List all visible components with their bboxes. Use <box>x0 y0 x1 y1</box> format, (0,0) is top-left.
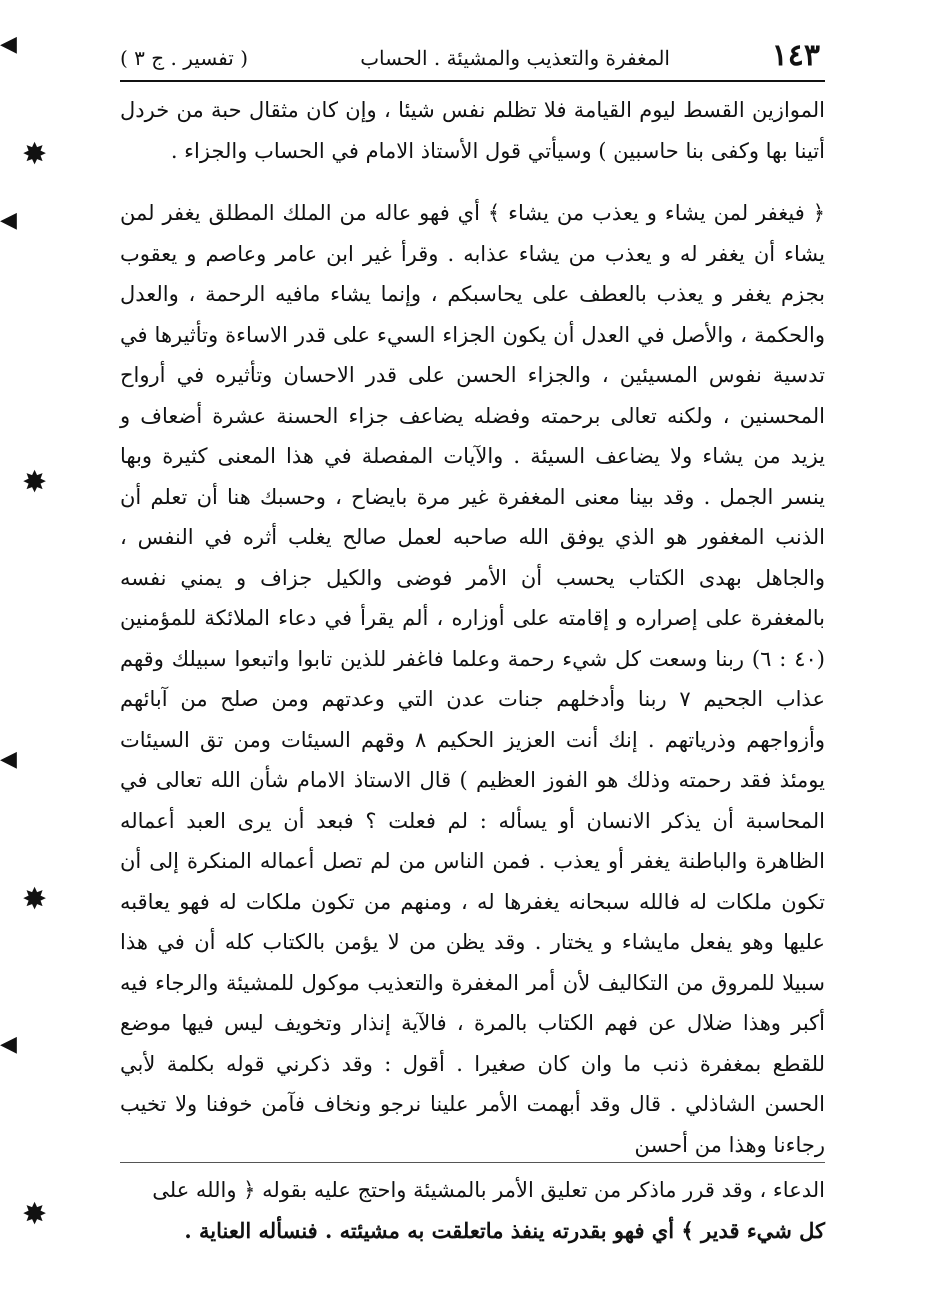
margin-star-icon: ✸ <box>22 137 48 172</box>
header-rule <box>120 80 825 82</box>
body-text <box>120 90 825 1165</box>
closing-last-line: كل شيء قدير ﴾ أي فهو بقدرته ينفذ ماتعلقت به مشيئته . فنسأله العناية . <box>184 1217 825 1243</box>
paragraph: ﴿ فيغفر لمن يشاء و يعذب من يشاء ﴾ أي فهو عاله من الملك المطلق يغفر لمن يشاء أن يغفر له و يعذب من يشاء عذابه . وقرأ غير ابن عامر وعاصم و يعقوب بجزم يغفر و يعذب بالعطف على يحاسبكم ، وإنما يشاء مافيه الرحمة ، والعدل والحكمة ، والأصل في العدل أن يكون الجزاء السيء على قدر الاساءة وتأثيرها في تدسية نفوس المسيئين ، والجزاء الحسن على قدر الاحسان وتأثيره في أرواح المحسنين ، ولكنه تعالى برحمته وفضله يضاعف جزاء الحسنة عشرة أضعاف و يزيد من يشاء ولا يضاعف السيئة . والآيات المفصلة في هذا المعنى كثيرة وبها ينسر الجمل . وقد بينا معنى المغفرة غير مرة بايضاح ، وحسبك هنا أن تعلم أن الذنب المغفور هو الذي يوفق الله صاحبه لعمل صالح يغلب أثره في النفس ، والجاهل بهدى الكتاب يحسب أن الأمر فوضى والكيل جزاف و يمني نفسه بالمغفرة على إصراره و إقامته على أوزاره ، ألم يقرأ في دعاء الملائكة للمؤمنين (٤٠ : ٦) ربنا وسعت كل شيء رحمة وعلما فاغفر للذين تابوا واتبعوا سبيلك وقهم عذاب الجحيم ٧ ربنا وأدخلهم جنات عدن التي وعدتهم ومن صلح من آبائهم وأزواجهم وذرياتهم . إنك أنت العزيز الحكيم ٨ وقهم السيئات ومن تق السيئات يومئذ فقد رحمته وذلك هو الفوز العظيم ) قال الاستاذ الامام شأن الله تعالى في المحاسبة أن يذكر الانسان أو يسأله : لم فعلت ؟ فبعد أن يرى العبد أعماله الظاهرة والباطنة يغفر أو يعذب . فمن الناس من لم تصل أعماله المنكرة إلى أن تكون ملكات له فالله سبحانه يغفرها له ، ومنهم من تكون ملكات له فهو يعاقبه عليها وهو يفعل مايشاء و يختار . وقد يظن من لا يؤمن بالكتاب كله أن في هذا سبيلا للمروق من التكاليف لأن أمر المغفرة والتعذيب موكول للمشيئة والرجاء فيه أكبر وهذا ضلال عن فهم الكتاب بالمرة ، فالآية إنذار وتخويف ليس فيها موضع للقطع بمغفرة ذنب ما وان كان صغيرا . أقول : وقد ذكرني قوله بكلمة لأبي الحسن الشاذلي . قال وقد أبهمت الأمر علينا نرجو ونخاف فآمن خوفنا ولا تخيب رجاءنا وهذا من أحسن <box>120 201 825 1157</box>
margin-star-icon: ✸ <box>22 882 48 917</box>
running-title: المغفرة والتعذيب والمشيئة . الحساب <box>360 46 670 70</box>
margin-star-icon: ✸ <box>22 1197 48 1232</box>
paragraph-gap <box>120 171 825 193</box>
margin-arrow-icon: ◀ <box>0 747 17 772</box>
volume-label: ( تفسير . ج ٣ ) <box>120 46 249 70</box>
closing-line: الدعاء ، وقد قرر ماذكر من تعليق الأمر بالمشيئة واحتج عليه بقوله ﴿ والله على <box>152 1178 825 1202</box>
page-header <box>120 38 820 78</box>
page-number: ١٤٣ <box>771 38 820 73</box>
margin-star-icon: ✸ <box>22 465 48 500</box>
closing-text <box>120 1170 825 1251</box>
paragraph: الموازين القسط ليوم القيامة فلا تظلم نفس شيئا ، وإن كان مثقال حبة من خردل أتينا بها وكفى بنا حاسبين ) وسيأتي قول الأستاذ الامام في الحساب والجزاء . <box>120 98 825 163</box>
margin-arrow-icon: ◀ <box>0 208 17 233</box>
footnote-rule <box>120 1162 825 1163</box>
margin-arrow-icon: ◀ <box>0 32 17 57</box>
margin-arrow-icon: ◀ <box>0 1032 17 1057</box>
